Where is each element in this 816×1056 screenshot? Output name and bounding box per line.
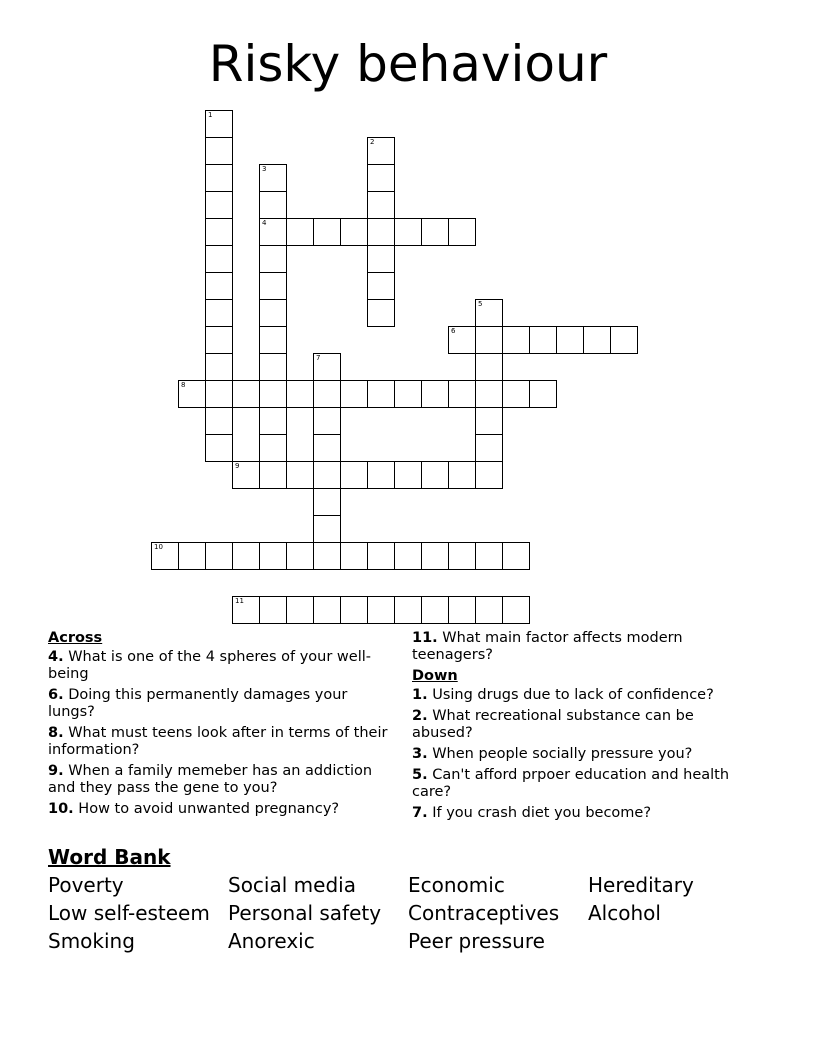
grid-cell[interactable] <box>259 299 287 327</box>
grid-cell[interactable] <box>340 596 368 624</box>
grid-cell[interactable] <box>178 542 206 570</box>
clues-left-column <box>48 630 388 822</box>
grid-cell[interactable] <box>259 218 287 246</box>
grid-cell[interactable] <box>205 272 233 300</box>
grid-cell[interactable] <box>232 542 260 570</box>
word-bank-item: Social media <box>228 873 356 897</box>
grid-cell[interactable] <box>259 461 287 489</box>
grid-cell[interactable] <box>502 542 530 570</box>
grid-cell[interactable] <box>421 218 449 246</box>
grid-cell[interactable] <box>394 542 422 570</box>
across-clue-8: 8. What must teens look after in terms of their information? <box>48 725 388 758</box>
word-bank-title: Word Bank <box>48 845 171 869</box>
grid-cell[interactable] <box>259 191 287 219</box>
grid-cell[interactable] <box>340 461 368 489</box>
clue-number: 3 <box>262 165 267 173</box>
grid-cell[interactable] <box>205 299 233 327</box>
grid-cell[interactable] <box>286 218 314 246</box>
grid-cell[interactable] <box>151 542 179 570</box>
grid-cell[interactable] <box>205 164 233 192</box>
grid-cell[interactable] <box>367 542 395 570</box>
grid-cell[interactable] <box>205 218 233 246</box>
grid-cell[interactable] <box>421 380 449 408</box>
down-clue-3: 3. When people socially pressure you? <box>412 746 693 762</box>
word-bank-item: Low self-esteem <box>48 901 210 925</box>
grid-cell[interactable] <box>367 272 395 300</box>
word-bank-item: Smoking <box>48 929 135 953</box>
grid-cell[interactable] <box>205 110 233 138</box>
grid-cell[interactable] <box>367 137 395 165</box>
word-bank-item: Peer pressure <box>408 929 545 953</box>
word-bank-item: Hereditary <box>588 873 694 897</box>
grid-cell[interactable] <box>448 218 476 246</box>
grid-cell[interactable] <box>205 434 233 462</box>
clue-number: 6 <box>451 327 456 335</box>
grid-cell[interactable] <box>259 434 287 462</box>
grid-cell[interactable] <box>448 326 476 354</box>
grid-cell[interactable] <box>475 299 503 327</box>
grid-cell[interactable] <box>340 380 368 408</box>
grid-cell[interactable] <box>313 218 341 246</box>
grid-cell[interactable] <box>394 218 422 246</box>
word-bank-item: Contraceptives <box>408 901 560 925</box>
grid-cell[interactable] <box>475 434 503 462</box>
clue-number: 11 <box>235 597 244 605</box>
grid-cell[interactable] <box>529 326 557 354</box>
word-bank-item: Personal safety <box>228 901 382 925</box>
grid-cell[interactable] <box>394 461 422 489</box>
across-clue-4: 4. What is one of the 4 spheres of your well-being <box>48 649 371 682</box>
clue-number: 10 <box>154 543 163 551</box>
clue-number: 7 <box>316 354 321 362</box>
grid-cell[interactable] <box>232 596 260 624</box>
grid-cell[interactable] <box>259 164 287 192</box>
grid-cell[interactable] <box>475 380 503 408</box>
down-clue-5: 5. Can't afford prpoer education and health care? <box>412 767 730 800</box>
grid-cell[interactable] <box>232 461 260 489</box>
grid-cell[interactable] <box>340 542 368 570</box>
grid-cell[interactable] <box>205 380 233 408</box>
down-clue-7: 7. If you crash diet you become? <box>412 805 652 821</box>
grid-cell[interactable] <box>313 542 341 570</box>
grid-cell[interactable] <box>340 218 368 246</box>
grid-cell[interactable] <box>475 326 503 354</box>
grid-cell[interactable] <box>205 407 233 435</box>
clue-number: 8 <box>181 381 186 389</box>
grid-cell[interactable] <box>583 326 611 354</box>
grid-cell[interactable] <box>286 461 314 489</box>
grid-cell[interactable] <box>178 380 206 408</box>
grid-cell[interactable] <box>367 461 395 489</box>
word-bank-item: Poverty <box>48 873 124 897</box>
grid-cell[interactable] <box>367 191 395 219</box>
grid-cell[interactable] <box>259 272 287 300</box>
grid-cell[interactable] <box>286 542 314 570</box>
clue-number: 5 <box>478 300 483 308</box>
grid-cell[interactable] <box>286 596 314 624</box>
grid-cell[interactable] <box>367 380 395 408</box>
grid-cell[interactable] <box>421 461 449 489</box>
grid-cell[interactable] <box>448 542 476 570</box>
across-clue-10: 10. How to avoid unwanted pregnancy? <box>48 801 340 817</box>
grid-cell[interactable] <box>313 515 341 543</box>
grid-cell[interactable] <box>475 407 503 435</box>
clue-number: 2 <box>370 138 375 146</box>
grid-cell[interactable] <box>421 596 449 624</box>
clue-number: 1 <box>208 111 213 119</box>
grid-cell[interactable] <box>313 488 341 516</box>
grid-cell[interactable] <box>475 461 503 489</box>
grid-cell[interactable] <box>313 434 341 462</box>
word-bank-item: Economic <box>408 873 505 897</box>
clues-right-column <box>412 630 752 826</box>
grid-cell[interactable] <box>394 380 422 408</box>
grid-cell[interactable] <box>313 353 341 381</box>
clue-number: 9 <box>235 462 240 470</box>
grid-cell[interactable] <box>205 191 233 219</box>
down-heading: Down <box>412 668 458 684</box>
grid-cell[interactable] <box>259 245 287 273</box>
down-clue-1: 1. Using drugs due to lack of confidence? <box>412 687 714 703</box>
word-bank <box>48 873 768 953</box>
grid-cell[interactable] <box>259 542 287 570</box>
grid-cell[interactable] <box>367 218 395 246</box>
grid-cell[interactable] <box>232 380 260 408</box>
grid-cell[interactable] <box>313 596 341 624</box>
grid-cell[interactable] <box>205 542 233 570</box>
grid-cell[interactable] <box>259 407 287 435</box>
grid-cell[interactable] <box>556 326 584 354</box>
grid-cell[interactable] <box>367 245 395 273</box>
grid-cell[interactable] <box>259 596 287 624</box>
grid-cell[interactable] <box>367 596 395 624</box>
grid-cell[interactable] <box>502 380 530 408</box>
grid-cell[interactable] <box>475 353 503 381</box>
grid-cell[interactable] <box>367 164 395 192</box>
grid-cell[interactable] <box>259 326 287 354</box>
grid-cell[interactable] <box>502 596 530 624</box>
grid-cell[interactable] <box>313 407 341 435</box>
grid-cell[interactable] <box>448 461 476 489</box>
clue-number: 4 <box>262 219 267 227</box>
across-heading: Across <box>48 630 103 646</box>
grid-cell[interactable] <box>448 380 476 408</box>
across-clue-9: 9. When a family memeber has an addiction and they pass the gene to you? <box>48 763 373 796</box>
grid-cell[interactable] <box>259 380 287 408</box>
grid-cell[interactable] <box>367 299 395 327</box>
down-clue-2: 2. What recreational substance can be abused? <box>412 708 694 741</box>
grid-cell[interactable] <box>475 542 503 570</box>
grid-cell[interactable] <box>448 596 476 624</box>
grid-cell[interactable] <box>205 137 233 165</box>
grid-cell[interactable] <box>421 542 449 570</box>
across-clue-6: 6. Doing this permanently damages your lungs? <box>48 687 348 720</box>
grid-cell[interactable] <box>610 326 638 354</box>
word-bank-item: Alcohol <box>588 901 661 925</box>
grid-cell[interactable] <box>205 326 233 354</box>
grid-cell[interactable] <box>502 326 530 354</box>
grid-cell[interactable] <box>205 245 233 273</box>
grid-cell[interactable] <box>394 596 422 624</box>
word-bank-item: Anorexic <box>228 929 315 953</box>
grid-cell[interactable] <box>286 380 314 408</box>
grid-cell[interactable] <box>313 461 341 489</box>
grid-cell[interactable] <box>529 380 557 408</box>
grid-cell[interactable] <box>475 596 503 624</box>
grid-cell[interactable] <box>205 353 233 381</box>
grid-cell[interactable] <box>259 353 287 381</box>
puzzle-title: Risky behaviour <box>208 35 608 93</box>
grid-cell[interactable] <box>313 380 341 408</box>
across-clue-11: 11. What main factor affects modern teenagers? <box>412 630 683 663</box>
